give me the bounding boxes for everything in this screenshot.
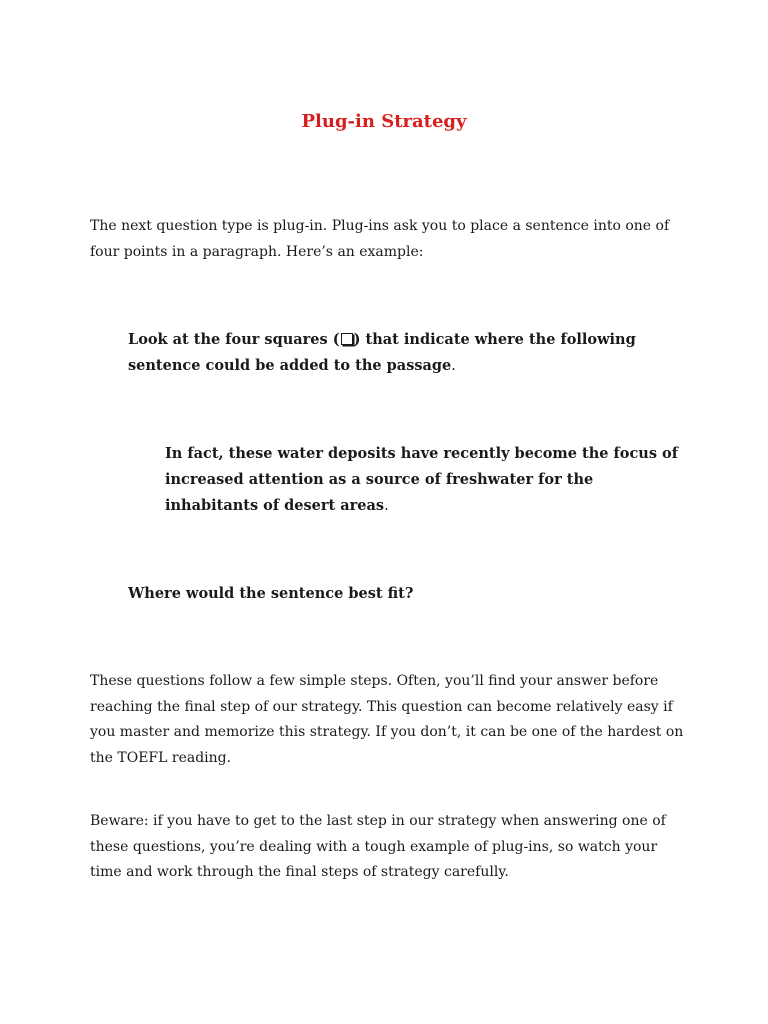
steps-paragraph: These questions follow a few simple steps. Often, you’ll find your answer before reaching the final step of our strategy. This question can become relatively easy if you master and memorize this strategy. If you don’t, it can be one of the hardest on the TOEFL reading. [90,673,684,766]
question-period: . [451,358,456,374]
insert-sentence-period: . [384,498,389,514]
insert-sentence-text: In fact, these water deposits have recently become the focus of increased attention as a source of freshwater for the inhabitants of desert areas [165,445,678,514]
question-text-before: Look at the four squares ( [128,331,340,348]
page-title: Plug-in Strategy [301,111,467,132]
square-icon [341,333,353,345]
question-prompt [128,327,688,379]
intro-paragraph: The next question type is plug-in. Plug-ins ask you to place a sentence into one of four points in a paragraph. Here’s an example: [90,218,670,260]
insert-sentence [165,441,685,519]
beware-paragraph: Beware: if you have to get to the last step in our strategy when answering one of these questions, you’re dealing with a tough example of plug-ins, so watch your time and work through the final steps of strategy carefully. [90,813,666,880]
question-text-after: ) that indicate where the following sentence could be added to the passage [128,331,636,374]
fit-question: Where would the sentence best fit? [128,585,414,602]
